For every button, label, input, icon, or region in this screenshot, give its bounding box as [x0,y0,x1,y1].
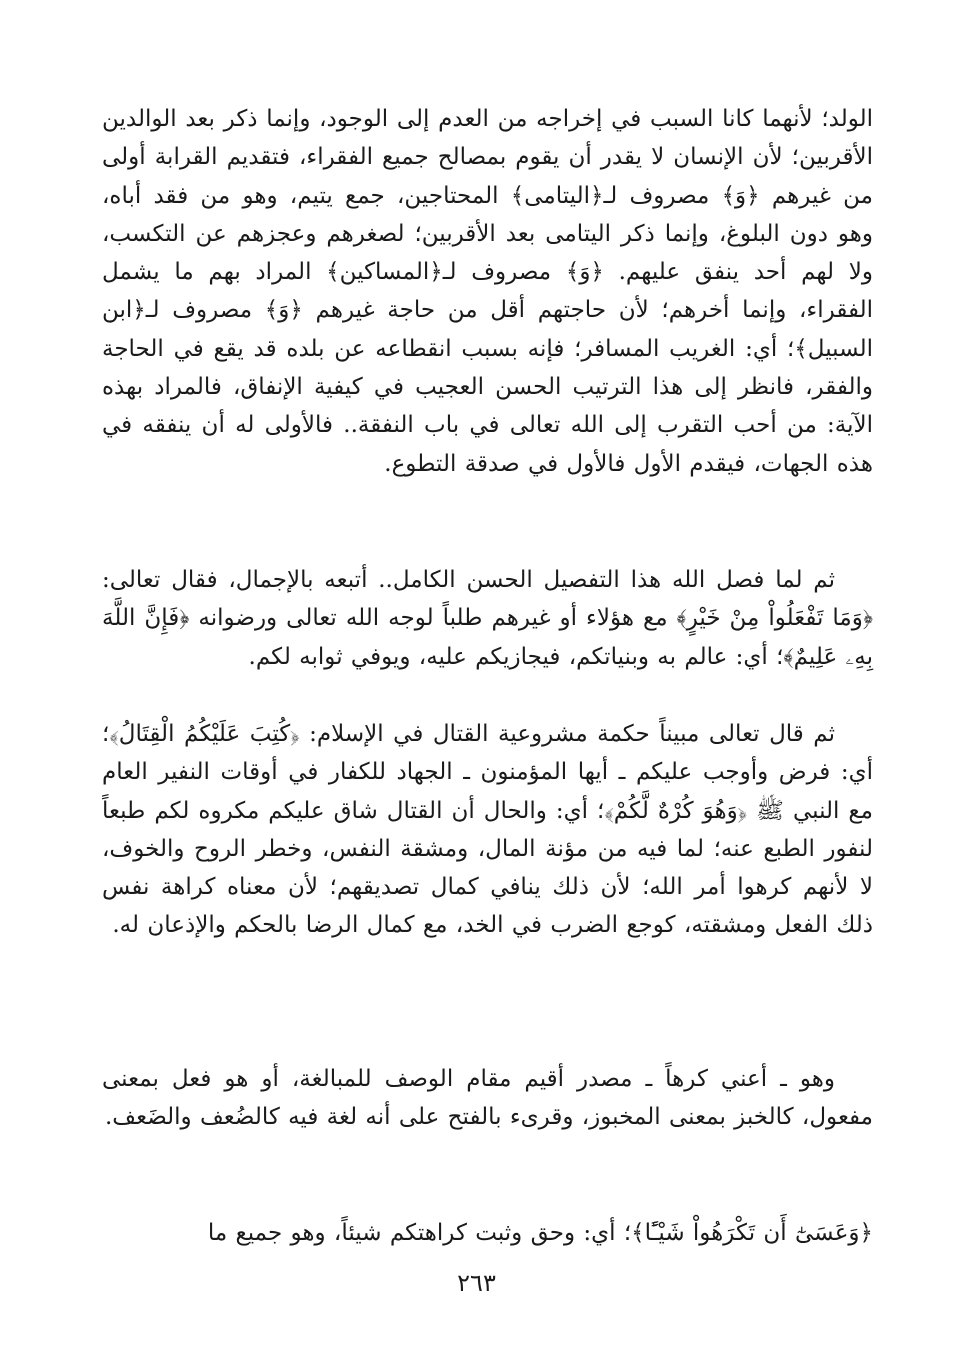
paragraph-text: ﴿وَعَسَىٰٓ أَن تَكْرَهُواْ شَيْـًٔا﴾؛ أي: وحق وثبت كراهتكم شيئاً، وهو جميع ما [207,1220,873,1246]
paragraph-text: ثم قال تعالى مبيناً حكمة مشروعية القتال في الإسلام: ﴿كُتِبَ عَلَيْكُمُ الْقِتَالُ﴾؛ أي: فرض وأوجب عليكم ـ أيها المؤمنون ـ الجهاد للكفار في أوقات النفير العام مع النبي ﷺ ﴿وَهُوَ كُرْهٌ لَّكُمْ﴾؛ أي: والحال أن القتال شاق عليكم مكروه لكم طبعاً لنفور الطبع عنه؛ لما فيه من مؤنة المال، ومشقة النفس، وخطر الروح والخوف، لا لأنهم كرهوا أمر الله؛ لأن ذلك ينافي كمال تصديقهم؛ لأن معناه كراهة نفس ذلك الفعل ومشقته، كوجع الضرب في الخد، مع كمال الرضا بالحكم والإذعان له. [102,721,873,939]
paragraph-charity-recipients [102,100,873,483]
paragraph-general-good [102,561,873,676]
paragraph-text: وهو ـ أعني كرهاً ـ مصدر أقيم مقام الوصف للمبالغة، أو هو فعل بمعنى مفعول، كالخبز بمعنى المخبوز، وقرىء بالفتح على أنه لغة فيه كالضُعف والضَعف. [102,1066,873,1131]
paragraph-perhaps-you-dislike [102,1214,873,1252]
paragraph-text: ثم لما فصل الله هذا التفصيل الحسن الكامل.. أتبعه بالإجمال، فقال تعالى: ﴿وَمَا تَفْعَلُواْ مِنْ خَيْرٍ﴾ مع هؤلاء أو غيرهم طلباً لوجه الله تعالى ورضوانه ﴿فَإِنَّ اللَّهَ بِهِۦ عَلِيمٌ﴾؛ أي: عالم به وبنياتكم، فيجازيكم عليه، ويوفي ثوابه لكم. [102,567,873,670]
paragraph-fighting-prescribed [102,715,873,945]
paragraph-text: الولد؛ لأنهما كانا السبب في إخراجه من العدم إلى الوجود، وإنما ذكر بعد الوالدين الأقربين؛ لأن الإنسان لا يقدر أن يقوم بمصالح جميع الفقراء، فتقديم القرابة أولى من غيرهم ﴿وَ﴾ مصروف لـ﴿اليتامى﴾ المحتاجين، جمع يتيم، وهو من فقد أباه، وهو دون البلوغ، وإنما ذكر اليتامى بعد الأقربين؛ لصغرهم وعجزهم عن التكسب، ولا لهم أحد ينفق عليهم. ﴿وَ﴾ مصروف لـ﴿المساكين﴾ المراد بهم ما يشمل الفقراء، وإنما أخرهم؛ لأن حاجتهم أقل من حاجة غيرهم ﴿وَ﴾ مصروف لـ﴿ابن السبيل﴾؛ أي: الغريب المسافر؛ فإنه بسبب انقطاعه عن بلده قد يقع في الحاجة والفقر، فانظر إلى هذا الترتيب الحسن العجيب في كيفية الإنفاق، فالمراد بهذه الآية: من أحب التقرب إلى الله تعالى في باب النفقة.. فالأولى له أن ينفقه في هذه الجهات، فيقدم الأول فالأول في صدقة التطوع. [102,106,873,477]
page-number: ٢٦٣ [457,1269,496,1297]
paragraph-kurh-meaning [102,1060,873,1137]
